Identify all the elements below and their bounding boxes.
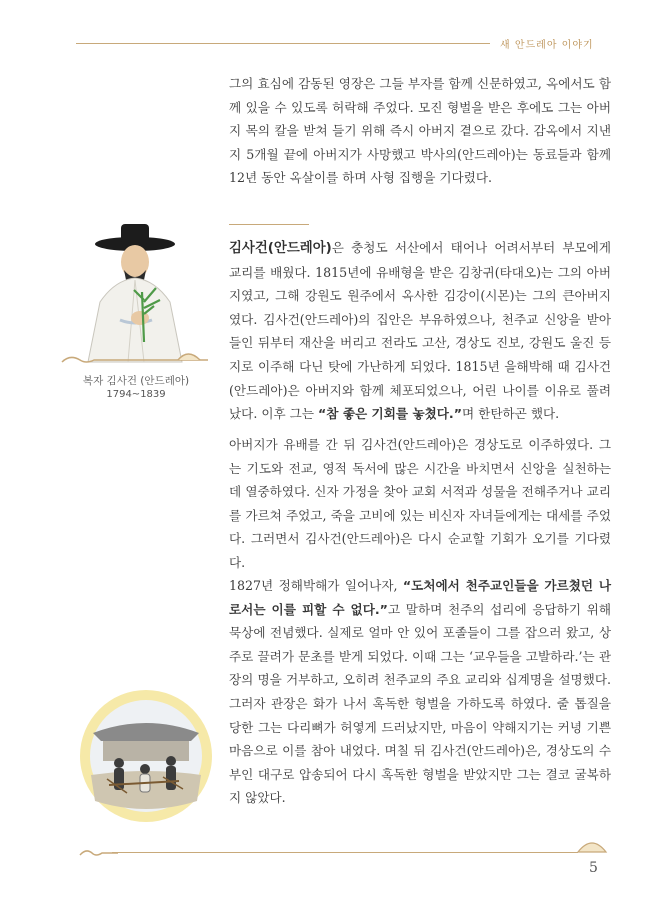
paragraph-text-b: 며 한탄하곤 했다. [462, 406, 560, 422]
subject-name: 김사건(안드레아) [229, 241, 332, 256]
torture-scene-illustration [79, 689, 214, 824]
footer-dome-ornament [576, 836, 608, 854]
section-divider [229, 224, 309, 225]
paragraph-4 [229, 574, 611, 810]
paragraph-text-a: 1827년 정해박해가 일어나자, [229, 578, 403, 593]
portrait-base-ornament [60, 350, 210, 368]
paragraph-2 [229, 236, 611, 426]
paragraph-text-b: 고 말하며 천주의 섭리에 응답하기 위해 묵상에 전념했다. 실제로 얼마 안 있어 포졸들이 그를 잡으러 왔고, 상주로 끌려가 문초를 받게 되었다. 이때 그는 ‘교우들을 고발하라.’는 관장의 명을 거부하고, 오히려 천주교의 주요 교리와 십계명을 설명했다. 그러자 관장은 화가 나서 혹독한 형벌을 가하도록 하였다. 줄 톱질을 당한 그는 다리뼈가 허옇게 드러났지만, 마음이 약해지기는 커녕 기쁜 마음으로 이를 참아 내었다. 며칠 뒤 김사건(안드레아)은, 경상도의 수부인 대구로 압송되어 다시 혹독한 형벌을 받았지만 그는 결코 굴복하지 않았다. [229, 601, 611, 806]
paragraph-1 [229, 72, 611, 190]
portrait-illustration [60, 222, 210, 368]
caption-name: 복자 김사건 (안드레아) [82, 375, 190, 387]
paragraph-text: 그의 효심에 감동된 영장은 그들 부자를 함께 신문하였고, 옥에서도 함께 있을 수 있도록 허락해 주었다. 모진 형벌을 받은 후에도 그는 아버지 목의 칼을 받쳐 들기 위해 즉시 아버지 곁으로 갔다. 감옥에서 지낸 지 5개월 끝에 아버지가 사망했고 박사의(안드레아)는 동료들과 함께 12년 동안 옥살이를 하며 사형 집행을 기다렸다. [229, 76, 611, 186]
paragraph-text: 아버지가 유배를 간 뒤 김사건(안드레아)은 경상도로 이주하였다. 그는 기도와 전교, 영적 독서에 많은 시간을 바치면서 신앙을 실천하는 데 열중하였다. 신자 가정을 찾아 교회 서적과 성물을 전해주거나 교리를 가르쳐 주었고, 죽을 고비에 있는 비신자 자녀들에게는 대세를 주었다. 그러면서 김사건(안드레아)은 다시 순교할 기회가 오기를 기다렸다. [229, 437, 611, 570]
paragraph-text-a: 은 충청도 서산에서 태어나 어려서부터 부모에게 교리를 배웠다. 1815년에 유배형을 받은 김창귀(타대오)는 그의 아버지였고, 그해 강원도 원주에서 옥사한 김강이(시몬)는 그의 큰아버지였다. 김사건(안드레아)의 집안은 부유하였으나, 천주교 신앙을 받아들인 뒤부터 재산을 버리고 전라도 고산, 경상도 진보, 강원도 울진 등지로 이주해 다닌 탓에 가난하게 되었다. 1815년 을해박해 때 김사건(안드레아)은 아버지와 함께 체포되었으나, 어린 나이를 이유로 풀려났다. 이후 그는 [229, 240, 611, 422]
running-header: 새 안드레아 이야기 [500, 40, 594, 51]
footer-swirl-ornament [78, 846, 118, 860]
quote-text: “도처에서 천주교인들을 가르쳤던 나로서는 이를 피할 수 없다.” [229, 578, 611, 617]
paragraph-text [229, 236, 611, 426]
paragraph-text [229, 574, 611, 810]
quote-text: “참 좋은 기회를 놓쳤다.” [318, 406, 462, 422]
paragraph-3 [229, 433, 611, 575]
page-number: 5 [589, 860, 598, 876]
footer-rule [112, 852, 578, 853]
caption-dates: 1794~1839 [106, 389, 166, 400]
header-rule [76, 43, 490, 44]
portrait-caption [66, 374, 206, 402]
